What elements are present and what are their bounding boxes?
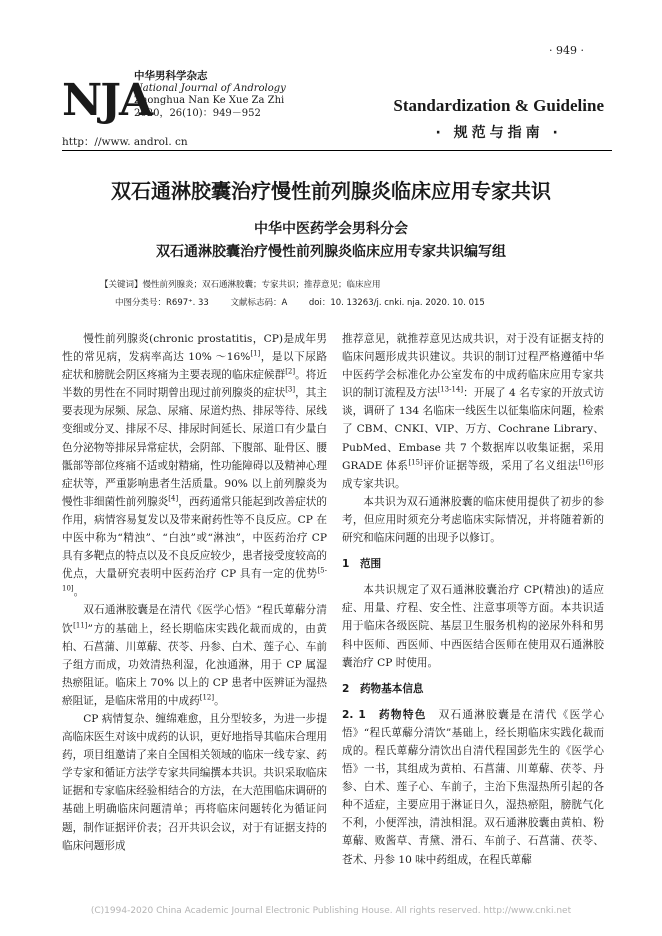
citation: [2] — [285, 367, 296, 376]
journal-name-en: National Journal of Andrology — [134, 82, 286, 94]
text-run: ：开展了 4 名专家的开放式访谈，调研了 134 名临床一线医生以征集临床问题，检索了 CBM、CNKI、VIP、万方、Cochrane Library、PubMed、Embase 共 7 个数据库以收集证据，采用 GRADE 体系 — [342, 387, 604, 472]
text-run: 。 — [214, 694, 225, 707]
citation: [1] — [250, 349, 261, 358]
journal-name-pinyin: Zhonghua Nan Ke Xue Za Zhi — [134, 95, 285, 106]
text-run: 双石通淋胶囊是在清代《医学心悟》“程氏萆薢分清饮”基础上，经长期临床实践化裁而成的。程氏萆薢分清饮出自清代程国彭先生的《医学心悟》一书，其组成为黄柏、石菖蒲、川萆薢、茯苓、丹参、白术、莲子心、车前子，主治下焦湿热所引起的各种不适症，主要应用于淋证日久，湿热瘀阻，膀胱气化不利，小便浑浊，清浊相混。双石通淋胶囊由黄柏、粉萆薢、败酱草、青黛、滑石、车前子、石菖蒲、茯苓、苍术、丹参 10 味中药组成，在程氏萆薢 — [342, 708, 605, 866]
copyright-footer: (C)1994-2020 China Academic Journal Electronic Publishing House. All rights reserved. http://www.cnki.net — [90, 906, 572, 916]
author-group: 双石通淋胶囊治疗慢性前列腺炎临床应用专家共识编写组 — [156, 244, 506, 260]
citation: [3] — [285, 385, 296, 394]
journal-issue: 2020，26(10)：949－952 — [134, 107, 261, 119]
citation: [4] — [168, 494, 179, 503]
section-heading-2: 2 药物基本信息 — [342, 682, 424, 695]
text-run: ，西药通常只能起到改善症状的作用，病情容易复发以及带来耐药性等不良反应。CP 在中医中称为“精浊”、“白浊”或“淋浊”，中医药治疗 CP 具有多靶点的特点以及不良反应较少，患者接受度较高的优点，大量研究表明中医药治疗 CP 具有一定的优势 — [62, 495, 328, 581]
citation: [11] — [73, 620, 88, 629]
journal-name-cn: 中华男科学杂志 — [134, 70, 208, 82]
section-heading-1: 1 范围 — [342, 558, 382, 571]
section-label-en: Standardization & Guideline — [393, 96, 604, 115]
paragraph: CP 病情复杂、缠绵难愈，且分型较多，为进一步提高临床医生对该中成药的认识，更好地指导其临床合理用药，项目组邀请了来自全国相关领域的临床一线专家、药学专家和循证方法学专家共同编撰本共识。共识采取临床证据和专家临床经验相结合的方法，在大范围临床调研的基础上明确临床问题清单；再将临床问题转化为循证问题，制作证据评价表；召开共识会议，对于有证据支持的临床问题形成 — [62, 712, 327, 852]
text-run: 。 — [73, 586, 85, 599]
right-column — [342, 330, 604, 869]
article-title: 双石通淋胶囊治疗慢性前列腺炎临床应用专家共识 — [111, 179, 551, 203]
text-run: ，其主要表现为尿频、尿急、尿痛、尿道灼热、排尿等待、尿线变细或分叉、排尿不尽、排尿时间延长、尿道口有少量白色分泌物等排尿异常症状，会阴部、下腹部、耻骨区、腰骶部等部位疼痛不适或射精痛，性功能障碍以及精神心理症状等，严重影响患者生活质量。90% 以上前列腺炎为慢性非细菌性前列腺炎 — [62, 387, 328, 508]
subsection-heading: 2. 1 药物特色 — [342, 708, 427, 721]
paragraph — [62, 601, 327, 710]
paragraph — [62, 330, 327, 601]
classification-line: 中图分类号：R697⁺. 33 文献标志码：A doi：10. 13263/j. cnki. nja. 2020. 10. 015 — [115, 298, 485, 308]
text-run: 评价证据等级，采用了名义组法 — [422, 459, 579, 472]
text-run: 推荐意见，就推荐意见达成共识，对于没有证据支持的临床问题形成共识建议。共识的制订过程严格遵循中华中医药学会标准化办公室发布的中成药临床应用专家共识的制订流程及方法 — [342, 333, 604, 400]
journal-url: http：//www. androl. cn — [62, 136, 188, 148]
citation: [5-10] — [62, 566, 327, 593]
section-label-cn: · 规范与指南 · — [435, 125, 562, 141]
paragraph — [342, 706, 604, 869]
text-run: 。将近半数的男性在不同时期曾出现过前列腺炎的症状 — [62, 369, 328, 400]
left-column — [62, 330, 327, 855]
journal-info — [134, 70, 286, 120]
citation: [12] — [199, 693, 215, 702]
citation: [13-14] — [437, 385, 464, 394]
journal-logo: NJA — [62, 75, 152, 126]
text-run: 形成专家共识。 — [342, 459, 605, 490]
paragraph: 本共识为双石通淋胶囊的临床使用提供了初步的参考，但应用时须充分考虑临床实际情况，并将随着新的研究和临床问题的出现予以修订。 — [342, 495, 604, 545]
keywords: 【关键词】慢性前列腺炎；双石通淋胶囊；专家共识；推荐意见；临床应用 — [100, 280, 381, 290]
text-run: ”方的基础上，经长期临床实践化裁而成的，由黄柏、石菖蒲、川萆薢、茯苓、丹参、白术、莲子心、车前子组方而成，功效清热利湿，化浊通淋，用于 CP 属湿热瘀阻证。临床上 70% 以上的 CP 患者中医辨证为湿热瘀阻证，是临床常用的中成药 — [62, 622, 328, 707]
paragraph: 本共识规定了双石通淋胶囊治疗 CP(精浊)的适应症、用量、疗程、安全性、注意事项等方面。本共识适用于临床各级医院、基层卫生服务机构的泌尿外科和男科中医师、西医师、中西医结合医师在使用双石通淋胶囊治疗 CP 时使用。 — [342, 584, 604, 669]
paragraph — [342, 330, 604, 493]
section-label — [393, 96, 604, 142]
text-run: ，是以下尿路症状和膀胱会阴区疼痛为主要表现的临床症候群 — [62, 351, 328, 382]
citation: [15] — [408, 458, 423, 467]
text-run: 双石通淋胶囊是在清代《医学心悟》“程氏萆薢分清饮 — [62, 604, 327, 635]
citation: [16] — [578, 458, 593, 467]
text-run: 慢性前列腺炎(chronic prostatitis，CP)是成年男性的常见病，发病率高达 10% ～16% — [62, 333, 327, 364]
author-organization: 中华中医药学会男科分会 — [254, 221, 408, 237]
header-rule — [62, 150, 612, 151]
page-number: · 949 · — [549, 44, 584, 57]
